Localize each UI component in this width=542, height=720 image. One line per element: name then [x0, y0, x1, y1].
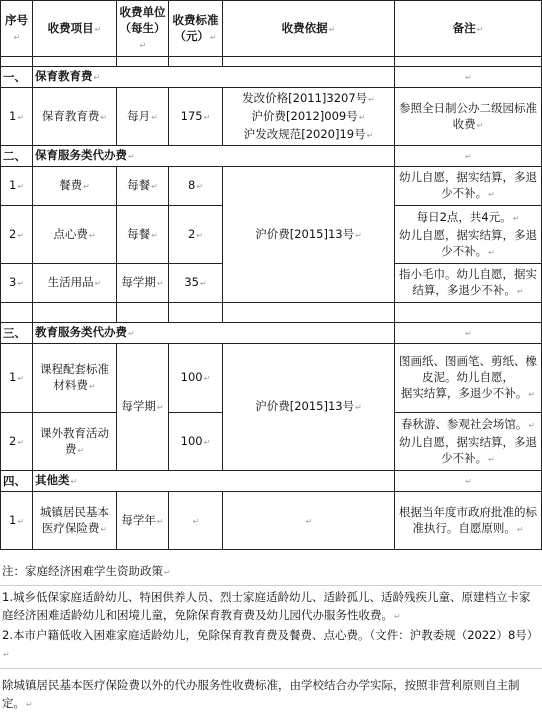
notes-paragraph-2: 2.本市户籍低收入困难家庭适龄幼儿，免除保育教育费及餐费、点心费。（文件：沪教委规（2022）8号）↵ [2, 628, 539, 659]
row-remark [395, 413, 542, 471]
row-remark [395, 206, 542, 264]
section-row [1, 146, 542, 167]
section-remark: ↵ [395, 146, 542, 167]
basis-line: 沪价费[2012]009号↵ [251, 108, 366, 123]
row-seq: 2↵ [1, 206, 33, 264]
row-item: 点心费↵ [33, 206, 117, 264]
table-row [1, 88, 542, 146]
table-header-row [1, 1, 542, 57]
notes-title: 注：家庭经济困难学生资助政策↵ [2, 564, 171, 578]
row-remark: 根据当年度市政府批准的标准执行。自愿原则。↵ [395, 492, 542, 550]
row-seq: 1↵ [1, 492, 33, 550]
row-standard: 175↵ [169, 88, 223, 146]
row-seq: 2↵ [1, 413, 33, 471]
row-remark: 指小毛巾。幼儿自愿，据实结算，多退少不补。↵ [395, 264, 542, 303]
row-basis: ↵ [223, 492, 395, 550]
header-basis: 收费依据↵ [223, 1, 395, 57]
notes-paragraph-3: 除城镇居民基本医疗保险费以外的代办服务性收费标准，由学校结合办学实际，按照非营利原则自主制定。↵ [2, 678, 520, 710]
section-title: 保育教育费↵ [33, 67, 395, 88]
header-item: 收费项目↵ [33, 1, 117, 57]
section-title: 保育服务类代办费↵ [33, 146, 395, 167]
basis-line: 沪发改规范[2020]19号↵ [243, 126, 374, 141]
row-seq: 1↵ [1, 88, 33, 146]
row-standard: ↵ [169, 492, 223, 550]
section-remark: ↵ [395, 323, 542, 344]
row-item: 保育教育费↵ [33, 88, 117, 146]
row-standard: 100↵ [169, 413, 223, 471]
header-remark: 备注↵ [395, 1, 542, 57]
row-standard: 2↵ [169, 206, 223, 264]
header-standard: 收费标准（元）↵ [169, 1, 223, 57]
remark-line: 据实结算，多退少不补。↵ [400, 386, 536, 400]
section-number: 一、 [1, 67, 33, 88]
row-remark: 幼儿自愿，据实结算，多退少不补。↵ [395, 167, 542, 206]
row-item: 城镇居民基本医疗保险费↵ [33, 492, 117, 550]
row-standard: 35↵ [169, 264, 223, 303]
remark-line: 幼儿自愿，据实结算，多退少不补。↵ [399, 434, 537, 465]
row-unit: 每月↵ [117, 88, 169, 146]
row-unit: 每学年↵ [117, 492, 169, 550]
section-row [1, 471, 542, 492]
section-number: 二、 [1, 146, 33, 167]
row-unit: 每学期↵ [117, 264, 169, 303]
row-unit: 每餐↵ [117, 206, 169, 264]
section-number: 四、 [1, 471, 33, 492]
remark-line: 图画纸、图画笔、剪纸、橡皮泥。幼儿自愿， [399, 354, 537, 384]
row-item: 生活用品↵ [33, 264, 117, 303]
row-seq: 1↵ [1, 344, 33, 413]
table-row [1, 167, 542, 206]
section-unit: 每学期↵ [117, 344, 169, 471]
section-remark: ↵ [395, 471, 542, 492]
row-basis [223, 88, 395, 146]
row-unit: 每餐↵ [117, 167, 169, 206]
row-remark: 参照全日制公办二级园标准收费↵ [395, 88, 542, 146]
table-row [1, 492, 542, 550]
spacer-row [1, 57, 542, 67]
section-title: 其他类↵ [33, 471, 395, 492]
remark-line: 幼儿自愿，据实结算，多退少不补。↵ [399, 227, 537, 258]
header-seq: 序号↵ [1, 1, 33, 57]
row-item: 课程配套标准材料费↵ [33, 344, 117, 413]
row-seq: 3↵ [1, 264, 33, 303]
section-row [1, 67, 542, 88]
notes-paragraph-1: 1.城乡低保家庭适龄幼儿、特困供养人员、烈士家庭适龄幼儿、适龄孤儿、适龄残疾儿童、原建档立卡家庭经济困难适龄幼儿和困境儿童，免除保育教育费及幼儿园代办服务性收费。↵ [2, 590, 531, 622]
section-basis: 沪价费[2015]13号↵ [223, 344, 395, 471]
remark-line: 春秋游、参观社会场馆。↵ [400, 416, 536, 431]
section-remark: ↵ [395, 67, 542, 88]
section-title: 教育服务类代办费↵ [33, 323, 395, 344]
row-item: 课外教育活动费↵ [33, 413, 117, 471]
section-basis: 沪价费[2015]13号↵ [223, 167, 395, 303]
row-standard: 8↵ [169, 167, 223, 206]
basis-line: 发改价格[2011]3207号↵ [242, 90, 375, 105]
section-row [1, 323, 542, 344]
row-item: 餐费↵ [33, 167, 117, 206]
row-seq: 1↵ [1, 167, 33, 206]
header-unit: 收费单位（每生）↵ [117, 1, 169, 57]
spacer-row [1, 303, 542, 323]
table-row [1, 344, 542, 413]
row-standard: 100↵ [169, 344, 223, 413]
remark-line: 每日2点，共4元。↵ [416, 209, 520, 224]
divider [0, 668, 542, 669]
row-remark [395, 344, 542, 413]
divider [0, 585, 542, 586]
section-number: 三、 [1, 323, 33, 344]
